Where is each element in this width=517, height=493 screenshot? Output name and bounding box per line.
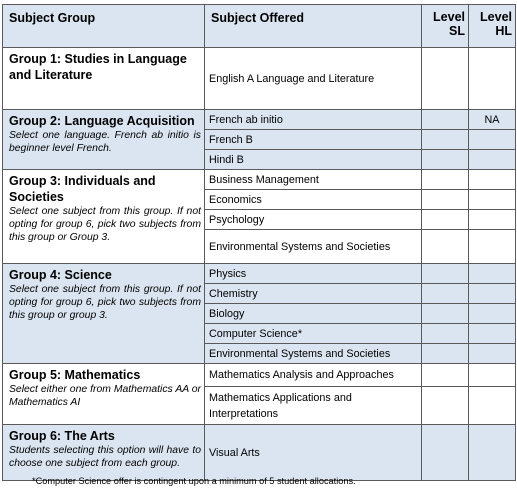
subject-name: Psychology: [205, 210, 422, 230]
subject-table: [2, 4, 516, 481]
subject-name: French B: [205, 130, 422, 150]
group-cell: [3, 170, 205, 264]
subject-name: Hindi B: [205, 150, 422, 170]
subject-name: Economics: [205, 190, 422, 210]
subject-name: French ab initio: [205, 110, 422, 130]
group-cell: [3, 364, 205, 425]
group-cell: [3, 425, 205, 481]
level-sl-cell: [422, 364, 469, 387]
table-row: [3, 48, 516, 110]
level-hl-cell: [469, 210, 516, 230]
subject-name: English A Language and Literature: [205, 48, 422, 110]
header-level-hl: Level HL: [469, 5, 516, 48]
subject-name: Biology: [205, 304, 422, 324]
group-title: Group 3: Individuals and Societies: [9, 174, 156, 204]
level-sl-cell: [422, 387, 469, 425]
table-row: [3, 110, 516, 130]
level-hl-cell: [469, 425, 516, 481]
subject-name: Environmental Systems and Societies: [205, 230, 422, 264]
level-hl-cell: [469, 304, 516, 324]
level-sl-cell: [422, 210, 469, 230]
level-hl-cell: [469, 284, 516, 304]
level-hl-cell: [469, 190, 516, 210]
subject-name: Visual Arts: [205, 425, 422, 481]
table-row: [3, 425, 516, 481]
level-hl-cell: [469, 150, 516, 170]
group-title: Group 6: The Arts: [9, 429, 115, 443]
header-subject-offered: Subject Offered: [205, 5, 422, 48]
subject-name: Computer Science*: [205, 324, 422, 344]
level-sl-cell: [422, 110, 469, 130]
header-row: [3, 5, 516, 48]
level-sl-cell: [422, 425, 469, 481]
table-row: [3, 364, 516, 387]
subject-name: Mathematics Analysis and Approaches: [205, 364, 422, 387]
level-hl-cell: [469, 130, 516, 150]
level-hl-cell: [469, 364, 516, 387]
group-cell: [3, 264, 205, 364]
level-hl-cell: [469, 48, 516, 110]
level-sl-cell: [422, 48, 469, 110]
subject-name: Business Management: [205, 170, 422, 190]
level-hl-cell: [469, 230, 516, 264]
group-note: Select one subject from this group. If not opting for group 6, pick two subjects from this group or Group 3.: [9, 206, 201, 243]
group-note: Select one subject from this group. If not opting for group 6, pick two subjects from this group or group 3.: [9, 284, 201, 321]
header-subject-group: Subject Group: [3, 5, 205, 48]
header-level-sl: Level SL: [422, 5, 469, 48]
group-cell: [3, 110, 205, 170]
subject-name: Chemistry: [205, 284, 422, 304]
group-title: Group 4: Science: [9, 268, 112, 282]
level-sl-cell: [422, 130, 469, 150]
level-sl-cell: [422, 304, 469, 324]
group-note: Students selecting this option will have to choose one subject from each group.: [9, 445, 201, 469]
group-note: Select either one from Mathematics AA or Mathematics AI: [9, 384, 201, 408]
group-cell: [3, 48, 205, 110]
level-sl-cell: [422, 170, 469, 190]
group-title: Group 1: Studies in Language and Literature: [9, 52, 187, 82]
level-sl-cell: [422, 344, 469, 364]
level-hl-cell: [469, 344, 516, 364]
level-sl-cell: [422, 284, 469, 304]
level-hl-cell: NA: [469, 110, 516, 130]
group-title: Group 5: Mathematics: [9, 368, 141, 382]
level-hl-cell: [469, 324, 516, 344]
level-hl-cell: [469, 387, 516, 425]
level-sl-cell: [422, 230, 469, 264]
level-sl-cell: [422, 264, 469, 284]
table-row: [3, 170, 516, 190]
level-hl-cell: [469, 264, 516, 284]
group-note: Select one language. French ab initio is beginner level French.: [9, 130, 201, 154]
level-sl-cell: [422, 190, 469, 210]
footnote: *Computer Science offer is contingent upon a minimum of 5 student allocations.: [32, 476, 356, 486]
table-row: [3, 264, 516, 284]
subject-name: Physics: [205, 264, 422, 284]
level-sl-cell: [422, 324, 469, 344]
subject-name: Mathematics Applications and Interpretations: [205, 387, 422, 425]
subject-name: Environmental Systems and Societies: [205, 344, 422, 364]
group-title: Group 2: Language Acquisition: [9, 114, 195, 128]
level-hl-cell: [469, 170, 516, 190]
level-sl-cell: [422, 150, 469, 170]
